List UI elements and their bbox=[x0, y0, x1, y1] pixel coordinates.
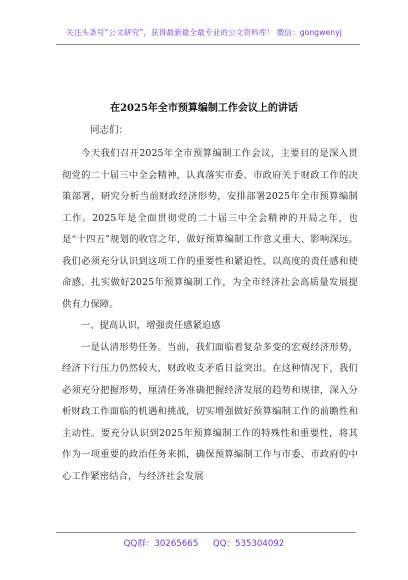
footer-divider bbox=[56, 532, 356, 533]
footer-contacts bbox=[0, 537, 408, 549]
footer-qq-number: QQ：535304092 bbox=[212, 539, 285, 549]
section-paragraph: 一是认清形势任务。当前，我们面临着复杂多变的宏观经济形势，经济下行压力仍然较大，财政收支矛盾日益突出。在这种情况下，我们必须充分把握形势，厘清任务准确把握经济发展的趋势和规律，深入分析财政工作面临的机遇和挑战，切实增强做好预算编制工作的前瞻性和主动性。要充分认识到2025年预算编制工作的特殊性和重要性，将其作为一项重要的政治任务来抓，确保预算编制工作与市委、市政府的中心工作紧密结合，与经济社会发展 bbox=[62, 341, 358, 482]
document-title: 在2025年全市预算编制工作会议上的讲话 bbox=[110, 103, 298, 114]
header-divider bbox=[56, 44, 360, 45]
salutation: 同志们： bbox=[90, 125, 129, 136]
section-heading: 一、提高认识，增强责任感紧迫感 bbox=[81, 320, 221, 331]
header-promo-banner: 关注头条号“公文研究”，获得最新最全最专业的公文资料库！ 微信：gongwenyj bbox=[66, 28, 342, 37]
document-body bbox=[62, 115, 358, 487]
footer-qq-group: QQ群：30265665 bbox=[123, 539, 199, 549]
intro-paragraph: 今天我们召开2025年全市预算编制工作会议，主要目的是深入贯彻党的二十届三中全会精神，认真落实市委、市政府关于财政工作的决策部署，研究分析当前财政经济形势，安排部署2025年全市预算编制工作。2025年是全面贯彻党的二十届三中全会精神的开局之年，也是“十四五”规划的收官之年，做好预算编制工作意义重大、影响深远。我们必须充分认识到这项工作的重要性和紧迫性，以高度的责任感和使命感，扎实做好2025年预算编制工作，为全市经济社会高质量发展提供有力保障。 bbox=[62, 148, 358, 310]
